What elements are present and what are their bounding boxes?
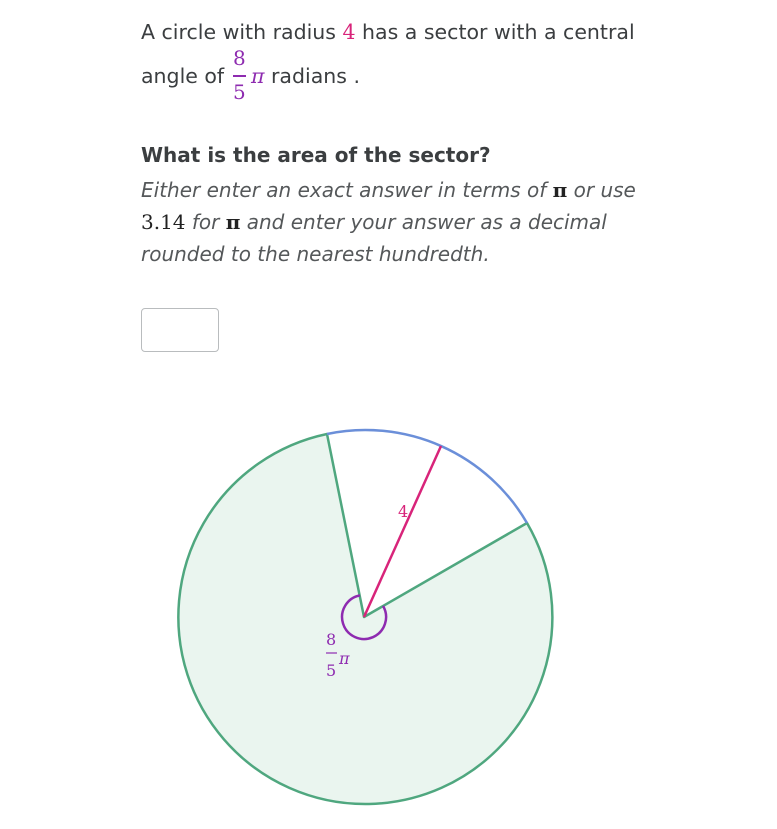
angle-denominator: 5: [233, 80, 246, 104]
pi-symbol: π: [251, 64, 265, 88]
radius-value: 4: [342, 20, 356, 44]
pi-symbol: π: [552, 178, 568, 202]
question-heading: What is the area of the sector?: [141, 143, 491, 167]
problem-text: angle of: [141, 64, 225, 88]
angle-label-denominator: 5: [326, 661, 337, 680]
instruction-text: and enter your answer as a decimal rounded to the nearest hundredth.: [141, 210, 607, 266]
problem-text: has a sector with a central: [355, 20, 635, 44]
instruction-text: Either enter an exact answer in terms of: [141, 178, 553, 202]
pi-approximation: 3.14: [141, 210, 186, 234]
major-sector: [178, 434, 552, 804]
angle-label-pi: π: [339, 649, 350, 668]
problem-text: radians .: [271, 64, 360, 88]
angle-numerator: 8: [233, 46, 246, 70]
pi-symbol: π: [225, 210, 241, 234]
instruction-text: or use: [567, 178, 636, 202]
instruction-text: for: [185, 210, 226, 234]
radius-label: 4: [398, 502, 409, 521]
problem-text: A circle with radius: [141, 20, 343, 44]
angle-label-numerator: 8: [326, 630, 337, 649]
